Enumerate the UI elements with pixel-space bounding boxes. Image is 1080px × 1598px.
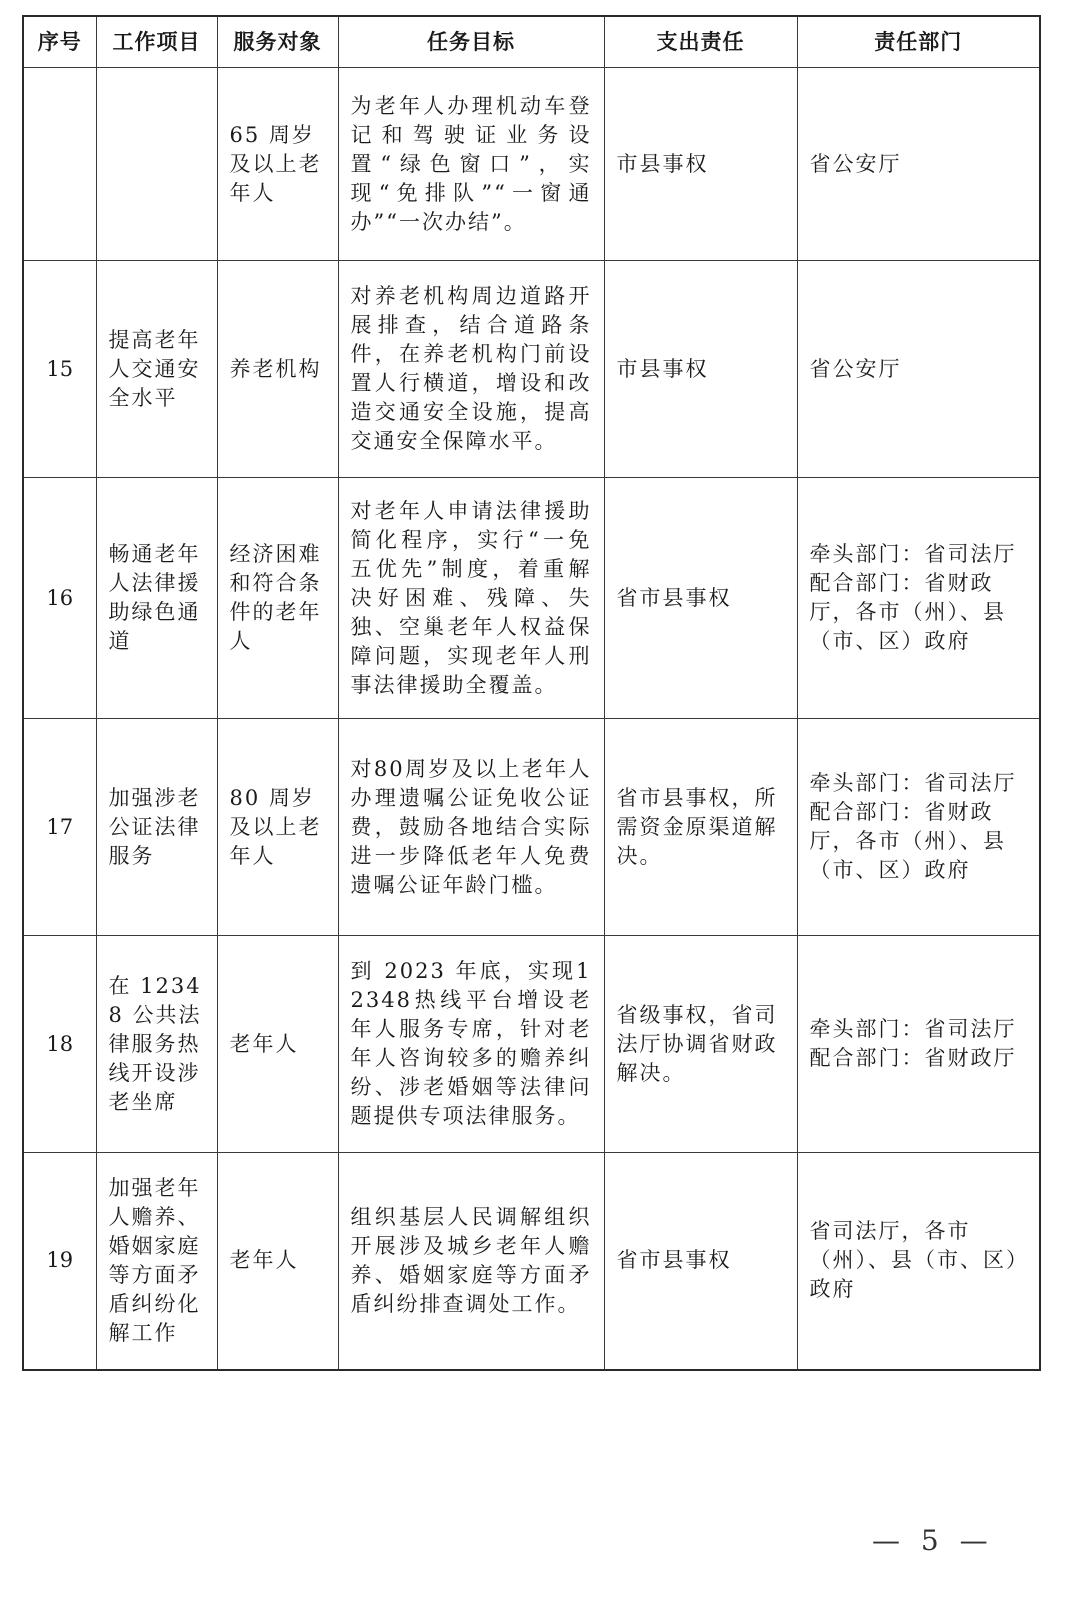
row-expense: 市县事权 (604, 68, 797, 261)
row-expense: 省市县事权，所需资金原渠道解决。 (604, 719, 797, 936)
row-goal: 组织基层人民调解组织开展涉及城乡老年人赡养、婚姻家庭等方面矛盾纠纷排查调处工作。 (338, 1153, 604, 1370)
row-target: 经济困难和符合条件的老年人 (217, 478, 338, 719)
row-goal: 为老年人办理机动车登记和驾驶证业务设置“绿色窗口”，实现“免排队”“一窗通办”“一次办结”。 (338, 68, 604, 261)
row-project (96, 68, 217, 261)
row-project: 加强老年人赡养、婚姻家庭等方面矛盾纠纷化解工作 (96, 1153, 217, 1370)
row-target: 80 周岁及以上老年人 (217, 719, 338, 936)
row-dept: 牵头部门：省司法厅 配合部门：省财政厅，各市（州）、县（市、区）政府 (797, 478, 1040, 719)
table-header-row (23, 16, 1040, 68)
row-project: 提高老年人交通安全水平 (96, 261, 217, 478)
row-target: 老年人 (217, 1153, 338, 1370)
policy-table (22, 15, 1041, 1371)
header-no: 序号 (23, 16, 96, 68)
row-dept: 省公安厅 (797, 68, 1040, 261)
row-goal: 到 2023 年底，实现12348热线平台增设老年人服务专席，针对老年人咨询较多的赡养纠纷、涉老婚姻等法律问题提供专项法律服务。 (338, 936, 604, 1153)
header-expense: 支出责任 (604, 16, 797, 68)
row-dept: 省公安厅 (797, 261, 1040, 478)
row-project: 加强涉老公证法律服务 (96, 719, 217, 936)
table-row (23, 478, 1040, 719)
header-target: 服务对象 (217, 16, 338, 68)
row-expense: 市县事权 (604, 261, 797, 478)
row-goal: 对养老机构周边道路开展排查，结合道路条件，在养老机构门前设置人行横道，增设和改造交通安全设施，提高交通安全保障水平。 (338, 261, 604, 478)
row-target: 老年人 (217, 936, 338, 1153)
row-no: 19 (23, 1153, 96, 1370)
row-target: 65 周岁及以上老年人 (217, 68, 338, 261)
row-expense: 省市县事权 (604, 1153, 797, 1370)
row-goal: 对80周岁及以上老年人办理遗嘱公证免收公证费，鼓励各地结合实际进一步降低老年人免费遗嘱公证年龄门槛。 (338, 719, 604, 936)
row-no (23, 68, 96, 261)
header-project: 工作项目 (96, 16, 217, 68)
row-dept: 牵头部门：省司法厅 配合部门：省财政厅，各市（州）、县（市、区）政府 (797, 719, 1040, 936)
row-project: 在 12348 公共法律服务热线开设涉老坐席 (96, 936, 217, 1153)
header-dept: 责任部门 (797, 16, 1040, 68)
table-row (23, 936, 1040, 1153)
row-goal: 对老年人申请法律援助简化程序，实行“一免五优先”制度，着重解决好困难、残障、失独、空巢老年人权益保障问题，实现老年人刑事法律援助全覆盖。 (338, 478, 604, 719)
row-dept: 省司法厅，各市（州）、县（市、区）政府 (797, 1153, 1040, 1370)
row-target: 养老机构 (217, 261, 338, 478)
table-row (23, 1153, 1040, 1370)
header-goal: 任务目标 (338, 16, 604, 68)
table-row (23, 719, 1040, 936)
table-row (23, 68, 1040, 261)
row-expense: 省级事权，省司法厅协调省财政解决。 (604, 936, 797, 1153)
page-number: — 5 — (872, 1524, 994, 1557)
row-no: 15 (23, 261, 96, 478)
row-no: 16 (23, 478, 96, 719)
table-row (23, 261, 1040, 478)
row-no: 18 (23, 936, 96, 1153)
row-expense: 省市县事权 (604, 478, 797, 719)
row-dept: 牵头部门：省司法厅 配合部门：省财政厅 (797, 936, 1040, 1153)
row-no: 17 (23, 719, 96, 936)
policy-table-container (22, 15, 1039, 1371)
row-project: 畅通老年人法律援助绿色通道 (96, 478, 217, 719)
